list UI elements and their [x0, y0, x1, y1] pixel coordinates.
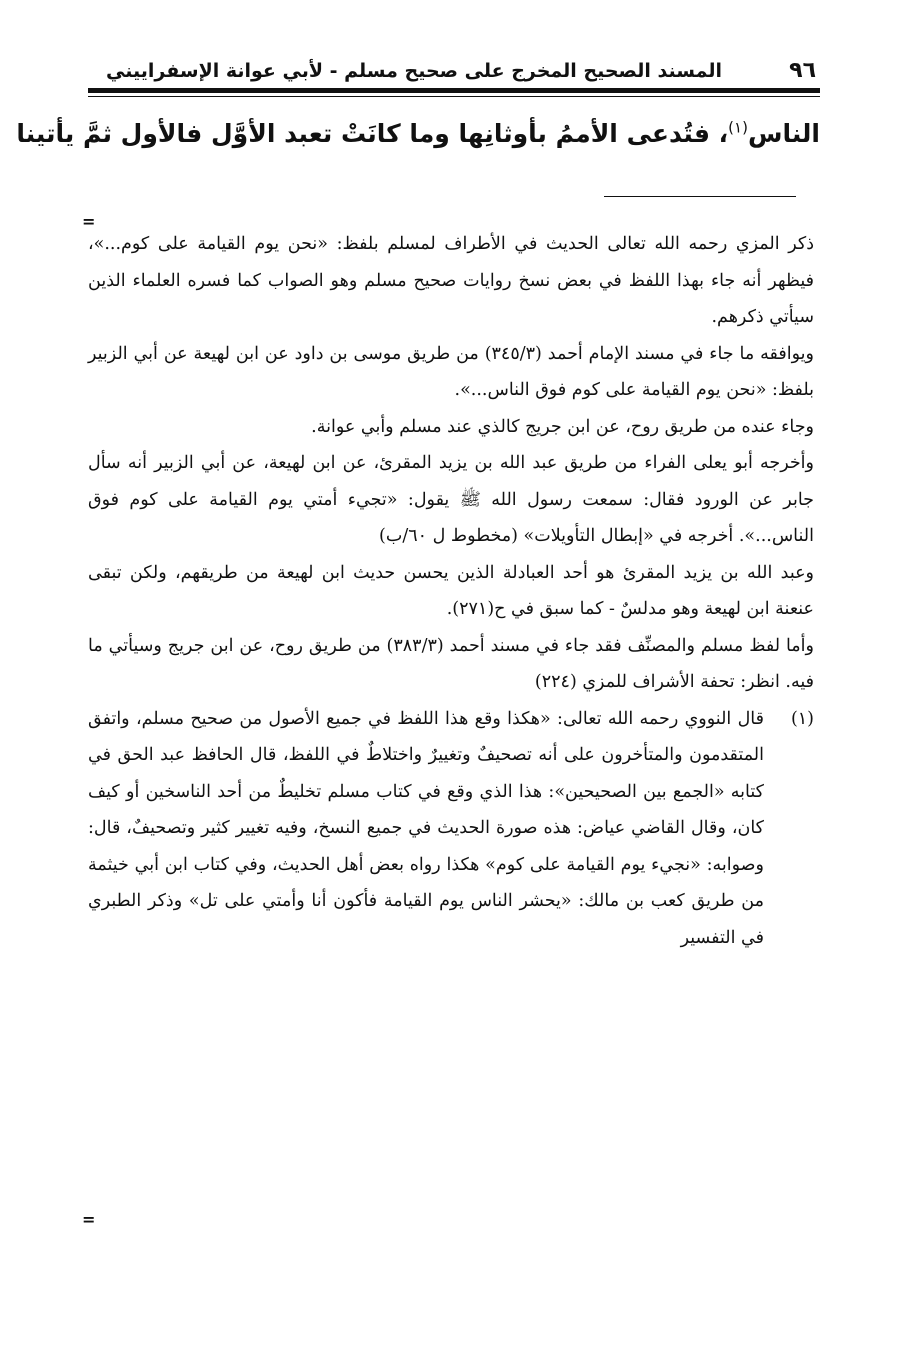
footnote-paragraph: وعبد الله بن يزيد المقرئ هو أحد العبادلة الذين يحسن حديث ابن لهيعة من طريقهم، ولكن تبقى عنعنة ابن لهيعة وهو مدلسٌ - كما سبق في ح(٢٧١).	[88, 562, 814, 619]
footnote-paragraph: وأخرجه أبو يعلى الفراء من طريق عبد الله بن يزيد المقرئ، عن ابن لهيعة، عن أبي الزبير أنه سأل جابر عن الورود فقال: سمعت رسول الله ﷺ يقول: «تجيء أمتي يوم القيامة على كوم فوق الناس...». أخرجه في «إبطال التأويلات» (مخطوط ل ٦٠/ب)	[88, 453, 814, 546]
footnote-separator	[604, 196, 796, 197]
footnote-paragraph: ويوافقه ما جاء في مسند الإمام أحمد (٣٤٥/٣) من طريق موسى بن داود عن ابن لهيعة عن أبي الزبير بلفظ: «نحن يوم القيامة على كوم فوق الناس...».	[88, 343, 814, 400]
continuation-mark-top: =	[82, 212, 96, 231]
header-rule-thick	[88, 88, 820, 93]
footnote-1	[88, 701, 814, 957]
continuation-mark-bottom: =	[82, 1210, 96, 1229]
footnote-paragraph: ذكر المزي رحمه الله تعالى الحديث في الأطراف لمسلم بلفظ: «نحن يوم القيامة على كوم...»، فيظهر أنه جاء بهذا اللفظ في بعض نسخ روايات صحيح مسلم وهو الصواب كما فسره العلماء الذين سيأتي ذكرهم.	[88, 234, 814, 327]
header-rule-thin	[88, 96, 820, 97]
footnote-ref-1[interactable]: (١)	[728, 118, 748, 137]
main-text-line	[16, 110, 820, 158]
footnotes-block	[88, 226, 814, 956]
footnote-paragraph: وأما لفظ مسلم والمصنِّف فقد جاء في مسند أحمد (٣٨٣/٣) من طريق روح، عن ابن جريج وسيأتي ما فيه. انظر: تحفة الأشراف للمزي (٢٢٤)	[88, 635, 814, 692]
page-number: ٩٦	[789, 58, 816, 83]
running-title: المسند الصحيح المخرج على صحيح مسلم - لأبي عوانة الإسفراييني	[106, 60, 722, 82]
footnote-1-number: (١)	[790, 708, 814, 729]
page-header	[88, 56, 820, 90]
main-text-after-ref: ، فتُدعى الأممُ بأوثانِها وما كانَتْ تعبد الأوَّل فالأول ثمَّ يأتينا	[16, 119, 729, 148]
main-text-before-ref: الناس	[747, 119, 820, 148]
footnote-paragraph: وجاء عنده من طريق روح، عن ابن جريج كالذي عند مسلم وأبي عوانة.	[311, 416, 814, 437]
footnote-1-text: قال النووي رحمه الله تعالى: «هكذا وقع هذا اللفظ في جميع الأصول من صحيح مسلم، واتفق المتقدمون والمتأخرون على أنه تصحيفٌ وتغييرٌ واختلاطٌ في اللفظ، قال الحافظ عبد الحق في كتابه «الجمع بين الصحيحين»: هذا الذي وقع في كتاب مسلم تخليطٌ من أحد الناسخين أو كيف كان، وقال القاضي عياض: هذه صورة الحديث في جميع النسخ، وفيه تغيير كثير وتصحيفٌ، قال: وصوابه: «نجيء يوم القيامة على كوم» هكذا رواه بعض أهل الحديث، وفي كتاب ابن أبي خيثمة من طريق كعب بن مالك: «يحشر الناس يوم القيامة فأكون أنا وأمتي على تل» وذكر الطبري في التفسير	[88, 708, 764, 948]
